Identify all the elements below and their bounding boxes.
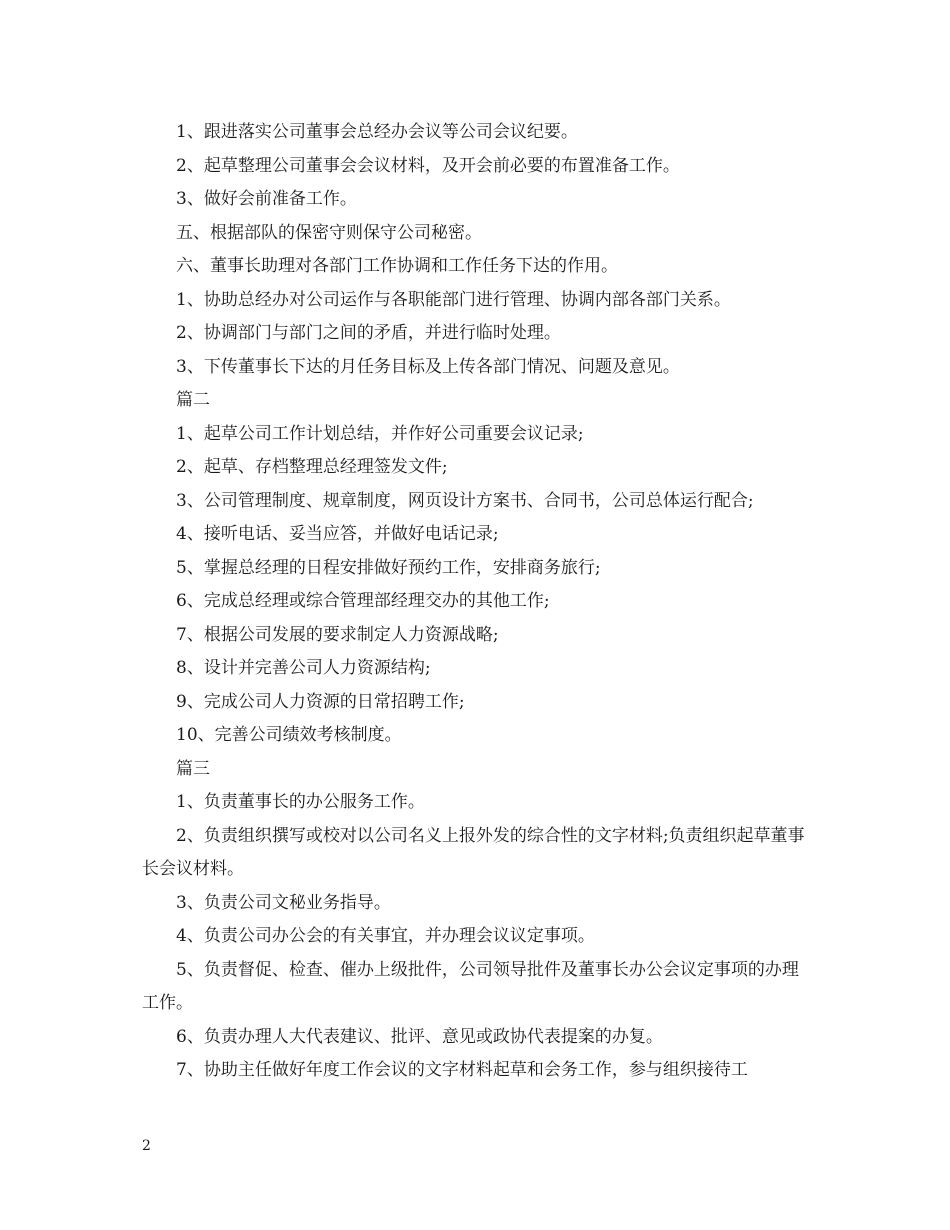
paragraph: 五、根据部队的保密守则保守公司秘密。 bbox=[176, 222, 482, 243]
paragraph: 6、负责办理人大代表建议、批评、意见或政协代表提案的办复。 bbox=[176, 1026, 663, 1047]
paragraph: 7、根据公司发展的要求制定人力资源战略; bbox=[176, 624, 499, 645]
section-heading: 篇二 bbox=[176, 390, 210, 410]
paragraph: 2、协调部门与部门之间的矛盾，并进行临时处理。 bbox=[176, 323, 561, 343]
paragraph: 3、下传董事长下达的月任务目标及上传各部门情况、问题及意见。 bbox=[176, 356, 680, 377]
document-body bbox=[142, 116, 814, 1088]
section-heading: 篇三 bbox=[176, 758, 210, 779]
paragraph: 2、起草整理公司董事会会议材料，及开会前必要的布置准备工作。 bbox=[176, 155, 680, 176]
paragraph: 1、协助总经办对公司运作与各职能部门进行管理、协调内部各部门关系。 bbox=[176, 289, 731, 310]
paragraph: 8、设计并完善公司人力资源结构; bbox=[176, 658, 431, 678]
paragraph: 5、负责督促、检查、催办上级批件，公司领导批件及董事长办公会议定事项的办理工作。 bbox=[142, 959, 799, 1013]
paragraph: 六、董事长助理对各部门工作协调和工作任务下达的作用。 bbox=[176, 256, 618, 276]
paragraph: 2、负责组织撰写或校对以公司名义上报外发的综合性的文字材料;负责组织起草董事长会议材料。 bbox=[142, 825, 805, 879]
paragraph: 2、起草、存档整理总经理签发文件; bbox=[176, 457, 448, 477]
paragraph: 3、负责公司文秘业务指导。 bbox=[176, 892, 391, 913]
paragraph: 9、完成公司人力资源的日常招聘工作; bbox=[176, 691, 465, 712]
paragraph: 3、做好会前准备工作。 bbox=[176, 189, 357, 209]
paragraph: 4、负责公司办公会的有关事宜，并办理会议议定事项。 bbox=[176, 926, 595, 946]
paragraph: 5、掌握总经理的日程安排做好预约工作，安排商务旅行; bbox=[176, 557, 601, 578]
paragraph: 1、负责董事长的办公服务工作。 bbox=[176, 792, 425, 812]
paragraph: 7、协助主任做好年度工作会议的文字材料起草和会务工作，参与组织接待工 bbox=[176, 1060, 748, 1080]
page-number: 2 bbox=[142, 1138, 151, 1154]
paragraph: 6、完成总经理或综合管理部经理交办的其他工作; bbox=[176, 591, 550, 611]
paragraph: 1、起草公司工作计划总结，并作好公司重要会议记录; bbox=[176, 423, 584, 444]
paragraph: 10、完善公司绩效考核制度。 bbox=[176, 725, 402, 745]
paragraph: 4、接听电话、妥当应答，并做好电话记录; bbox=[176, 524, 499, 544]
paragraph: 3、公司管理制度、规章制度，网页设计方案书、合同书，公司总体运行配合; bbox=[176, 490, 754, 511]
paragraph: 1、跟进落实公司董事会总经办会议等公司会议纪要。 bbox=[176, 122, 578, 142]
